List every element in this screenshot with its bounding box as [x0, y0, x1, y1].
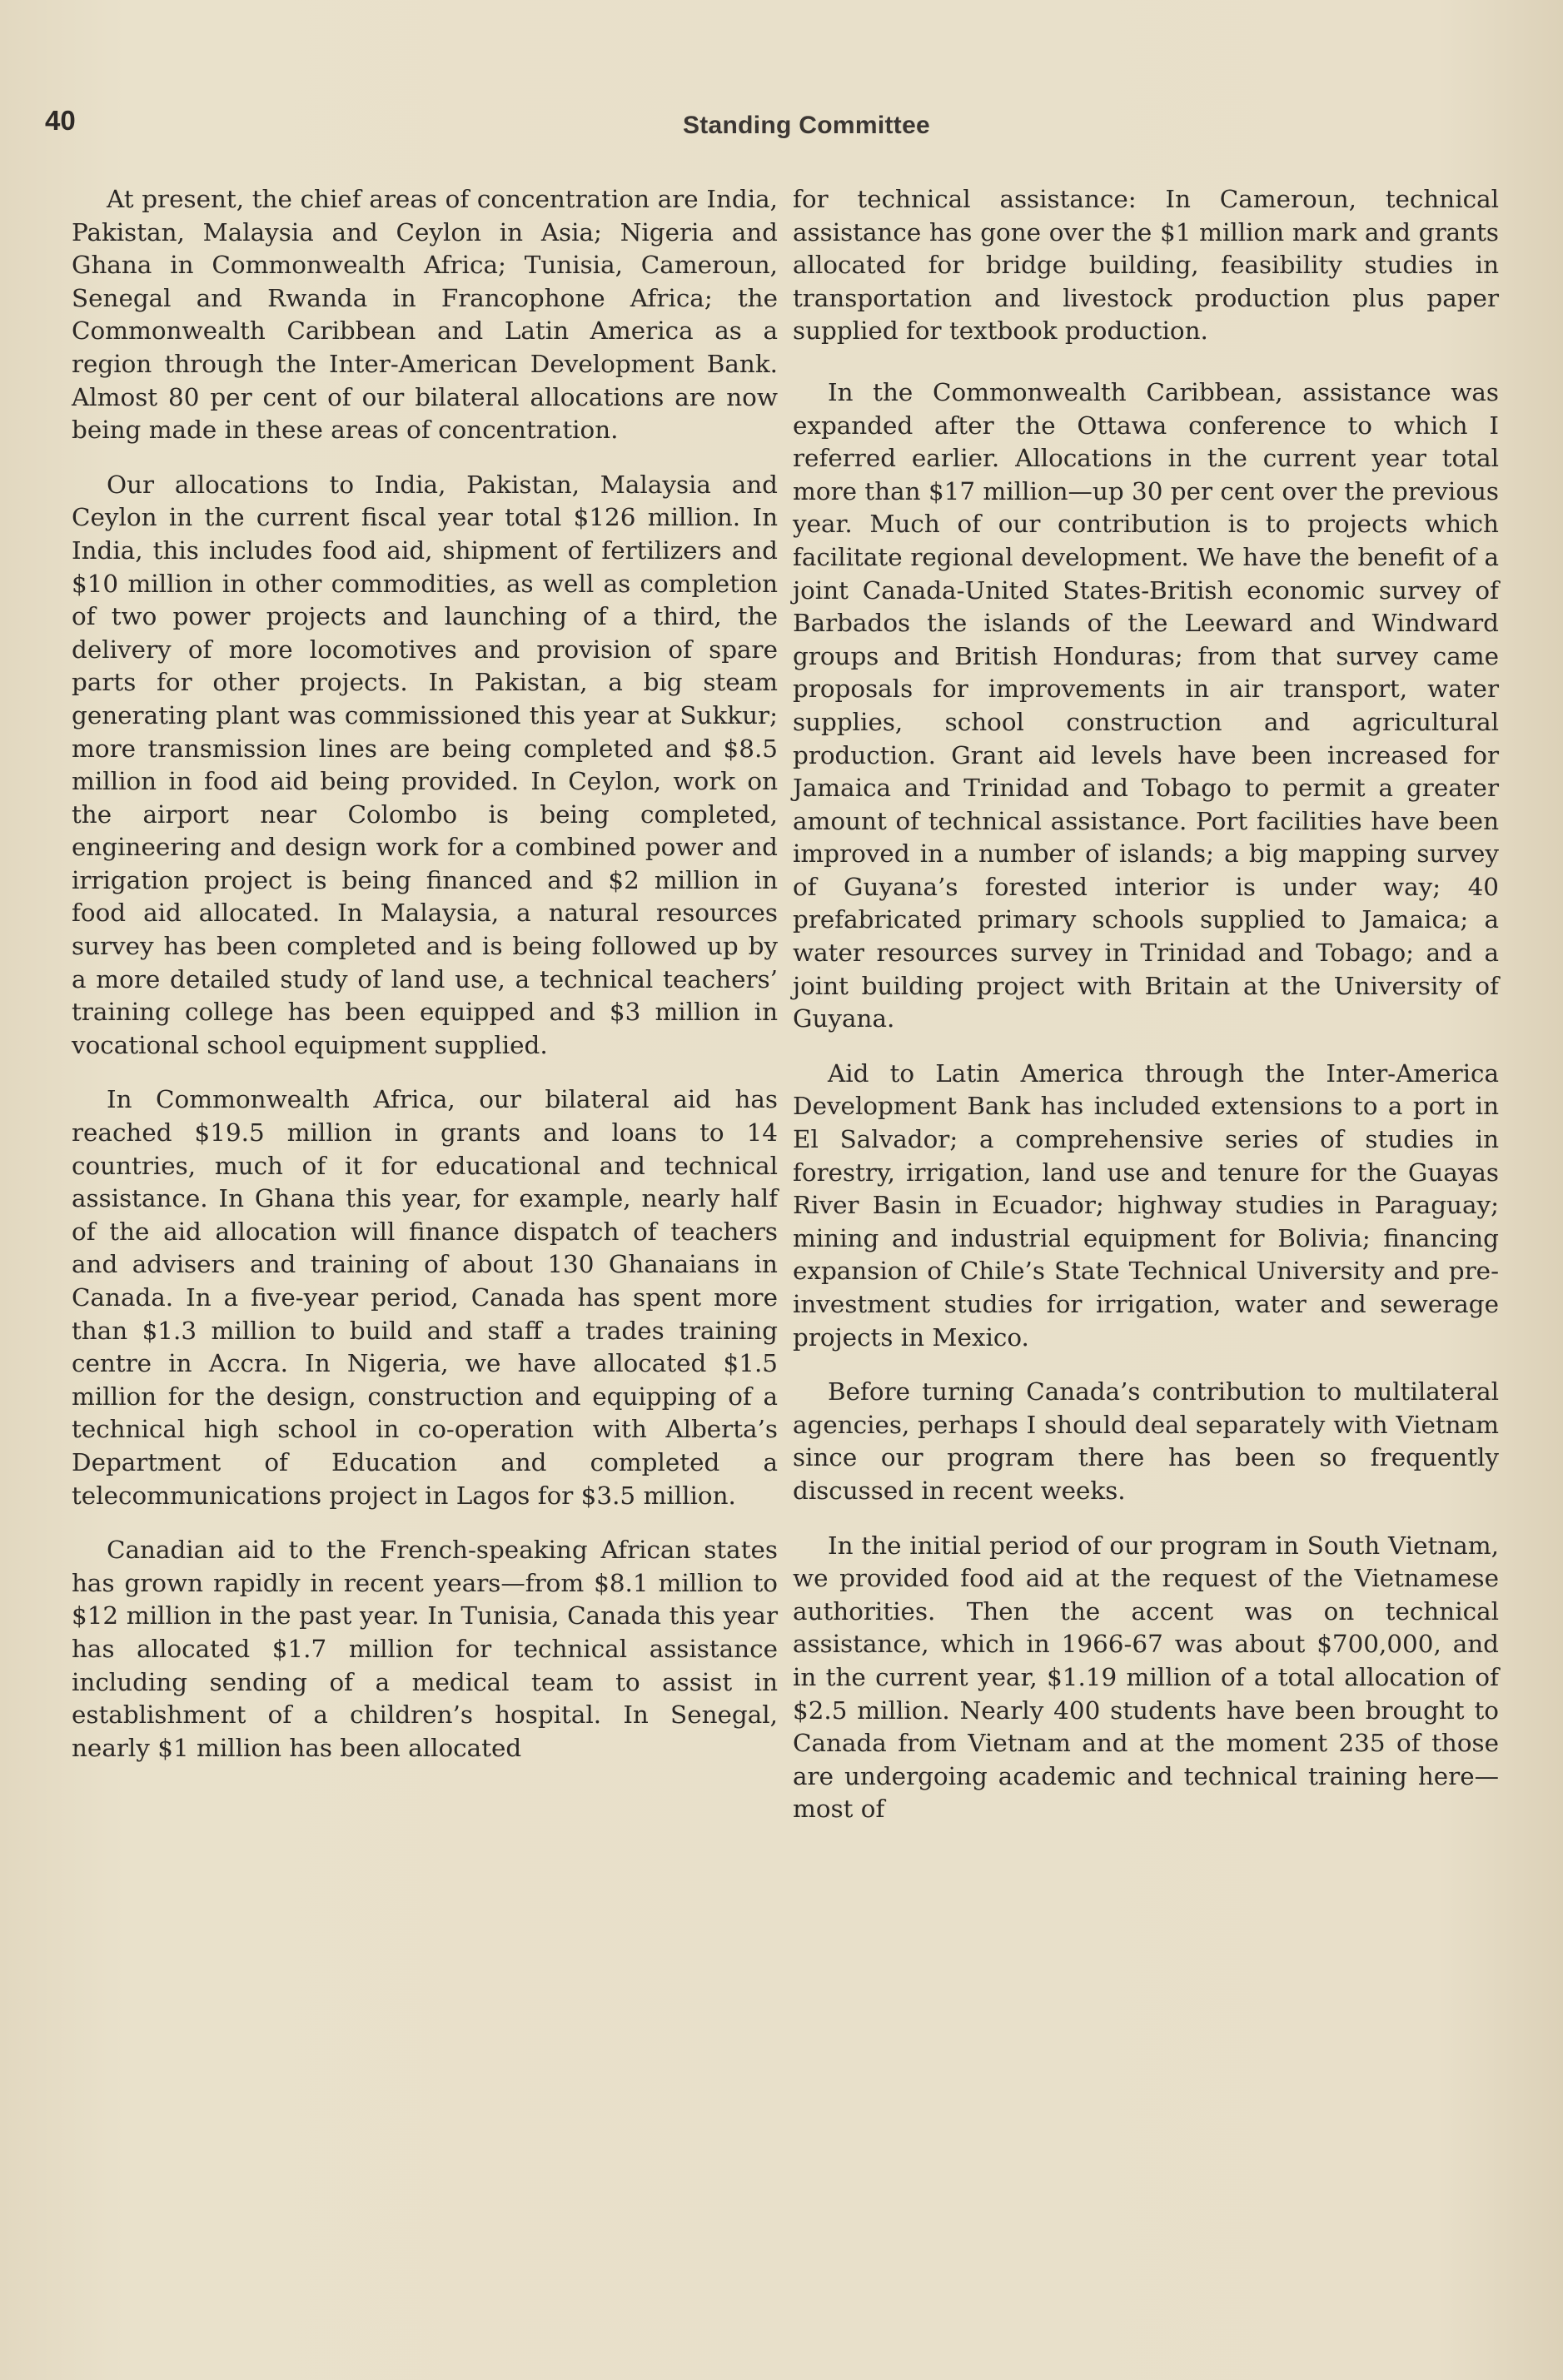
left-column	[72, 183, 778, 1786]
paragraph-commonwealth-africa: In Commonwealth Africa, our bilateral aid has reached $19.5 million in grants and loans to 14 countries, much of it for educational and technical assistance. In Ghana this year, for example, nearly half of the aid allocation will finance dispatch of teachers and advisers and training of about 130 Ghanaians in Canada. In a five-year period, Canada has spent more than $1.3 million to build and staff a trades training centre in Accra. In Nigeria, we have allocated $1.5 million for the design, construction and equipping of a technical high school in co-operation with Alberta’s Department of Education and completed a telecommunications project in Lagos for $3.5 million.	[72, 1085, 778, 1510]
paragraph-cameroun-continued: for technical assistance: In Cameroun, technical assistance has gone over the $1 million mark and grants allocated for bridge building, feasibility studies in transportation and livestock production plus paper supplied for textbook production.	[793, 185, 1499, 346]
paragraph-concentration-areas: At present, the chief areas of concentration are India, Pakistan, Malaysia and Ceylon in Asia; Nigeria and Ghana in Commonwealth Africa; Tunisia, Cameroun, Senegal and Rwanda in Francophone Africa; the Commonwealth Caribbean and Latin America as a region through the Inter-American Development Bank. Almost 80 per cent of our bilateral allocations are now being made in these areas of concentration.	[72, 185, 778, 445]
running-head: Standing Committee	[682, 112, 931, 139]
paragraph-francophone-africa: Canadian aid to the French-speaking African states has grown rapidly in recent years—from $8.1 million to $12 million in the past year. In Tunisia, Canada this year has allocated $1.7 million for technical assistance including sending of a medical team to assist in establishment of a children’s hospital. In Senegal, nearly $1 million has been allocated	[72, 1536, 778, 1762]
page-number: 40	[45, 105, 76, 136]
right-column	[793, 183, 1499, 1848]
paragraph-latin-america: Aid to Latin America through the Inter-America Development Bank has included extensions to a port in El Salvador; a comprehensive series of studies in forestry, irrigation, land use and tenure for the Guayas River Basin in Ecuador; highway studies in Paraguay; mining and industrial equipment for Bolivia; financing expansion of Chile’s State Technical University and pre-investment studies for irrigation, water and sewerage projects in Mexico.	[793, 1058, 1499, 1352]
paragraph-vietnam: In the initial period of our program in South Vietnam, we provided food aid at the request of the Vietnamese authorities. Then the accent was on technical assistance, which in 1966-67 was about $700,000, and in the current year, $1.19 million of a total allocation of $2.5 million. Nearly 400 students have been brought to Canada from Vietnam and at the moment 235 of those are undergoing academic and technical training here—most of	[793, 1531, 1499, 1824]
paragraph-commonwealth-caribbean: In the Commonwealth Caribbean, assistance was expanded after the Ottawa conference to which I referred earlier. Allocations in the current year total more than $17 million—up 30 per cent over the previous year. Much of our contribution is to projects which facilitate regional development. We have the benefit of a joint Canada-United States-British economic survey of Barbados the islands of the Leeward and Windward groups and British Honduras; from that survey came proposals for improvements in air transport, water supplies, school construction and agricultural production. Grant aid levels have been increased for Jamaica and Trinidad and Tobago to permit a greater amount of technical assistance. Port facilities have been improved in a number of islands; a big mapping survey of Guyana’s forested interior is under way; 40 prefabricated primary schools supplied to Jamaica; a water resources survey in Trinidad and Tobago; and a joint building project with Britain at the University of Guyana.	[793, 377, 1499, 1033]
paragraph-multilateral-transition: Before turning Canada’s contribution to multilateral agencies, perhaps I should deal separately with Vietnam since our program there has been so frequently discussed in recent weeks.	[793, 1377, 1499, 1505]
paragraph-asia-allocations: Our allocations to India, Pakistan, Malaysia and Ceylon in the current fiscal year total $126 million. In India, this includes food aid, shipment of fertilizers and $10 million in other commodities, as well as completion of two power projects and launching of a third, the delivery of more locomotives and provision of spare parts for other projects. In Pakistan, a big steam generating plant was commissioned this year at Sukkur; more transmission lines are being completed and $8.5 million in food aid being provided. In Ceylon, work on the airport near Colombo is being completed, engineering and design work for a combined power and irrigation project is being financed and $2 million in food aid allocated. In Malaysia, a natural resources survey has been completed and is being followed up by a more detailed study of land use, a technical teachers’ training college has been equipped and $3 million in vocational school equipment supplied.	[72, 470, 778, 1059]
